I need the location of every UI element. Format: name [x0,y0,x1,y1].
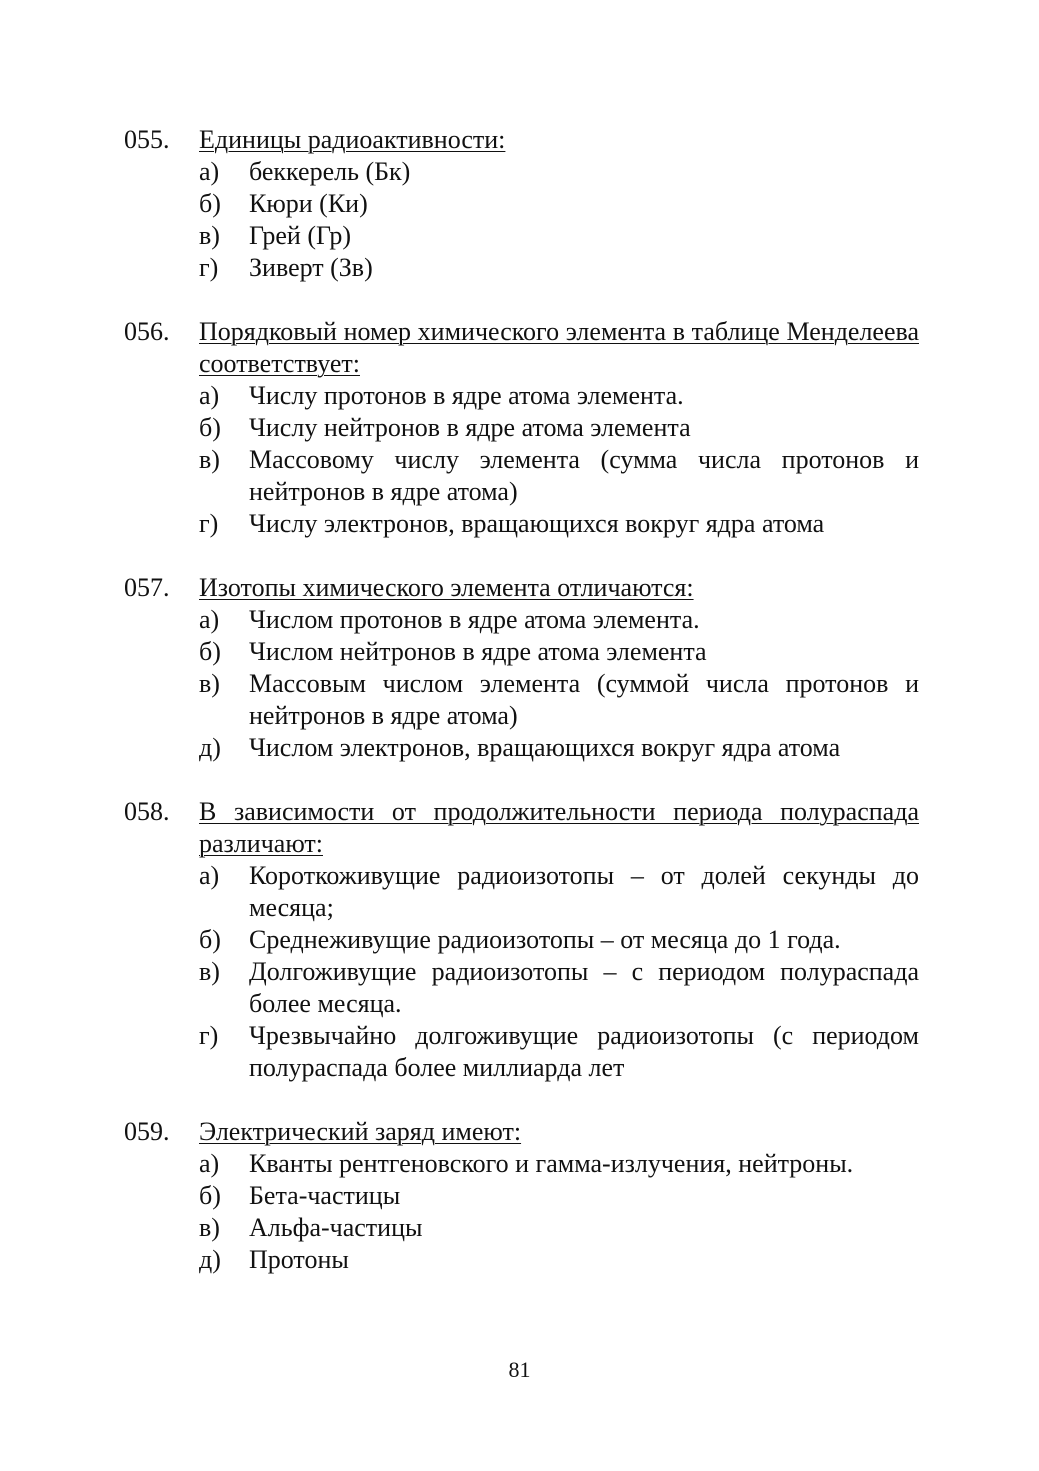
answer-option [124,636,919,668]
answer-text: Числу нейтронов в ядре атома элемента [249,413,691,442]
answer-option [124,220,919,252]
answer-letter: б) [199,925,221,954]
answer-option [124,1244,919,1276]
answer-text: Грей (Гр) [249,221,352,250]
answer-text: Бета-частицы [249,1181,401,1210]
question-text: Единицы радиоактивности: [199,125,506,154]
answer-option [124,380,919,412]
answer-letter: в) [199,957,220,986]
answer-text: Числом протонов в ядре атома элемента. [249,605,700,634]
answer-list [124,156,919,284]
answer-text: Числом электронов, вращающихся вокруг ядра атома [249,733,841,762]
answer-option [124,1180,919,1212]
answer-letter: г) [199,509,219,538]
answer-letter: а) [199,157,220,186]
answer-option [124,860,919,924]
answer-letter: б) [199,1181,221,1210]
answer-letter: б) [199,637,221,666]
answer-text: Массовому числу элемента (сумма числа протонов и нейтронов в ядре атома) [249,445,919,506]
answer-text: Долгоживущие радиоизотопы – с периодом полураспада более месяца. [249,957,919,1018]
answer-text: Чрезвычайно долгоживущие радиоизотопы (с периодом полураспада более миллиарда лет [249,1021,919,1082]
answer-letter: д) [199,733,221,762]
answer-letter: а) [199,605,220,634]
answer-option [124,1148,919,1180]
answer-list [124,604,919,764]
question-056 [124,316,919,540]
question-058 [124,796,919,1084]
question-057 [124,572,919,764]
answer-option [124,1020,919,1084]
answer-text: Массовым числом элемента (суммой числа протонов и нейтронов в ядре атома) [249,669,919,730]
answer-option [124,188,919,220]
question-059 [124,1116,919,1276]
answer-text: Числом нейтронов в ядре атома элемента [249,637,707,666]
question-text: В зависимости от продолжительности периода полураспада различают: [199,797,919,858]
answer-option [124,444,919,508]
answer-option [124,604,919,636]
question-text: Изотопы химического элемента отличаются: [199,573,694,602]
question-text: Порядковый номер химического элемента в таблице Менделеева соответствует: [199,317,919,378]
answer-letter: а) [199,381,220,410]
page-number: 81 [508,1357,531,1382]
answer-option [124,668,919,732]
answer-list [124,380,919,540]
answer-text: Кюри (Ки) [249,189,368,218]
answer-text: беккерель (Бк) [249,157,411,186]
question-number: 055. [124,125,170,154]
answer-letter: в) [199,1213,220,1242]
answer-letter: в) [199,669,220,698]
question-055 [124,124,919,284]
answer-text: Среднеживущие радиоизотопы – от месяца до 1 года. [249,925,841,954]
question-text: Электрический заряд имеют: [199,1117,522,1146]
answer-letter: в) [199,221,220,250]
question-number: 056. [124,317,170,346]
answer-letter: б) [199,189,221,218]
question-number: 057. [124,573,170,602]
answer-option [124,252,919,284]
answer-text: Альфа-частицы [249,1213,423,1242]
answer-text: Зиверт (Зв) [249,253,373,282]
answer-option [124,956,919,1020]
answer-text: Числу электронов, вращающихся вокруг ядра атома [249,509,825,538]
question-number: 059. [124,1117,170,1146]
answer-letter: г) [199,1021,219,1050]
answer-option [124,1212,919,1244]
answer-text: Числу протонов в ядре атома элемента. [249,381,684,410]
questions-list [124,124,919,1308]
answer-letter: а) [199,861,220,890]
answer-text: Кванты рентгеновского и гамма-излучения, нейтроны. [249,1149,854,1178]
answer-text: Протоны [249,1245,349,1274]
answer-letter: д) [199,1245,221,1274]
answer-option [124,412,919,444]
answer-text: Короткоживущие радиоизотопы – от долей секунды до месяца; [249,861,919,922]
question-number: 058. [124,797,170,826]
answer-letter: г) [199,253,219,282]
answer-letter: б) [199,413,221,442]
answer-letter: в) [199,445,220,474]
answer-option [124,924,919,956]
answer-letter: а) [199,1149,220,1178]
answer-option [124,508,919,540]
answer-option [124,732,919,764]
answer-list [124,1148,919,1276]
answer-option [124,156,919,188]
answer-list [124,860,919,1084]
